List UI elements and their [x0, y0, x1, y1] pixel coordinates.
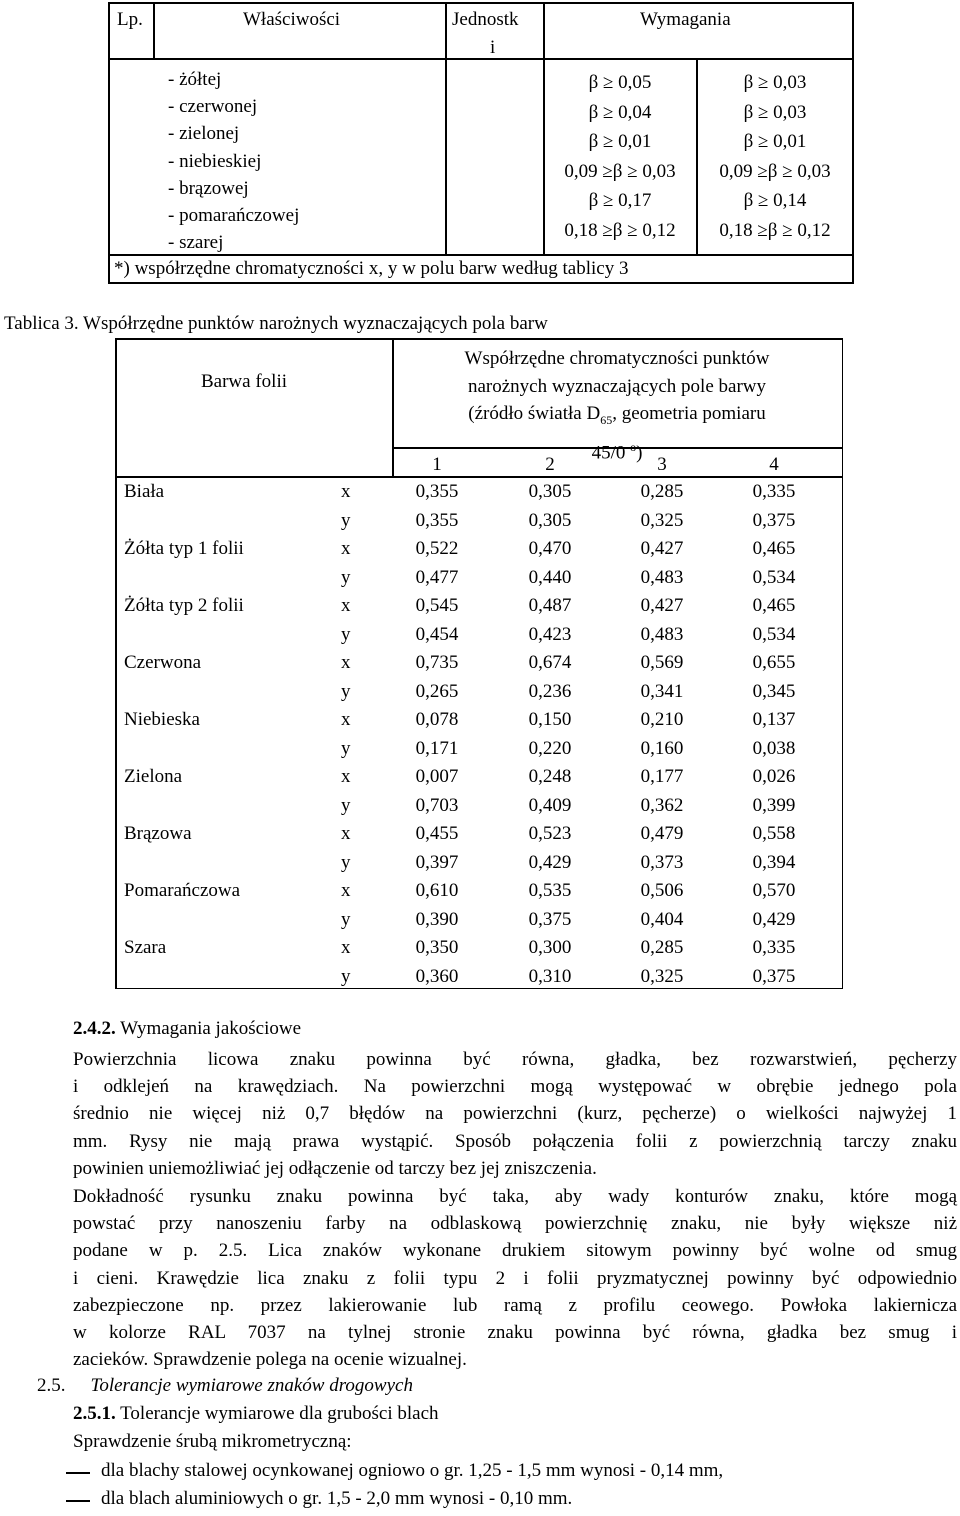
axis-label: x — [341, 538, 351, 559]
list-item: - zielonej — [168, 123, 240, 145]
table-cell: 0,160 — [640, 737, 684, 759]
table-cell: 0,477 — [415, 566, 459, 588]
table-cell: 0,545 — [415, 595, 459, 616]
list-item: - żółtej — [168, 69, 222, 90]
table-cell: 0,487 — [528, 595, 572, 616]
table-cell: 0,483 — [640, 566, 684, 588]
axis-label: y — [341, 566, 351, 588]
table-footnote: *) współrzędne chromatyczności x, y w polu barw według tablicy 3 — [114, 258, 629, 279]
table-border — [115, 338, 117, 989]
table-border — [108, 58, 854, 60]
table-cell: 0,397 — [415, 851, 459, 873]
table-cell: 0,483 — [640, 623, 684, 645]
axis-label: y — [341, 965, 351, 987]
requirements-col-1 — [544, 68, 696, 245]
text-line: podane w p. 2.5. Lica znaków wykonane drukiem sitowym powinny być wolne od smug — [73, 1240, 957, 1262]
table-cell: 0,150 — [528, 709, 572, 730]
table-border — [115, 476, 843, 478]
table-cell: 0,300 — [528, 937, 572, 958]
axis-label: x — [341, 823, 351, 844]
text-line: mm. Rysy nie mają prawa wystąpić. Sposób połączenia folii z powierzchnią tarczy znaku — [73, 1130, 957, 1152]
table-cell: 0,007 — [415, 766, 459, 787]
header-line: (źródło światła $D_{65}$, geometria pomiaru — [468, 403, 766, 427]
table-cell: 0,479 — [640, 823, 684, 844]
table-cell: 0,534 — [752, 623, 796, 645]
table-cell: 0,038 — [752, 737, 796, 759]
text-line: średnio nie więcej niż 0,7 błędów na powierzchni (kurz, pęcherze) o wielkości najwyżej 1 — [73, 1103, 957, 1125]
dash-bullet-icon — [66, 1500, 90, 1502]
requirement-value: 0,18 ≥β ≥ 0,12 — [564, 219, 676, 241]
table-border — [115, 988, 843, 990]
text-line: zacieków. Sprawdzenie polega na ocenie wizualnej. — [73, 1349, 467, 1371]
text-line: w kolorze RAL 7037 na tylnej stronie znaku powinna być równa, gładka bez smug i — [73, 1321, 957, 1343]
requirements-col-2 — [697, 68, 853, 245]
header-film-color: Barwa folii — [201, 371, 288, 392]
table-cell: 0,026 — [752, 766, 796, 787]
table-cell: 0,455 — [415, 823, 459, 844]
table-cell: 0,305 — [528, 509, 572, 531]
axis-label: y — [341, 737, 351, 759]
table-cell: 0,399 — [752, 794, 796, 816]
table-cell: 0,610 — [415, 880, 459, 901]
axis-label: x — [341, 937, 351, 958]
axis-label: x — [341, 766, 351, 787]
table-cell: 0,350 — [415, 937, 459, 958]
header-line: 45/0 $^o$) — [591, 440, 643, 464]
table-border — [108, 282, 854, 284]
table-cell: 0,310 — [528, 965, 572, 987]
requirement-value: β ≥ 0,05 — [588, 72, 652, 93]
table-cell: 0,360 — [415, 965, 459, 987]
table-cell: 0,429 — [528, 851, 572, 873]
section-title: Wymagania jakościowe — [115, 1018, 302, 1039]
text-line: powinien uniemożliwiać jej odłączenie od tarczy bez jej zniszczenia. — [73, 1157, 597, 1179]
axis-label: y — [341, 851, 351, 873]
table-cell: 0,570 — [752, 880, 796, 901]
paragraph-accuracy — [73, 1183, 957, 1373]
list-item: - pomarańczowej — [168, 205, 300, 227]
section-heading-2-4-2 — [73, 1019, 301, 1038]
axis-label: x — [341, 652, 351, 673]
list-item: - czerwonej — [168, 96, 258, 118]
requirement-value: 0,09 ≥β ≥ 0,03 — [564, 160, 676, 182]
table-caption: Tablica 3. Współrzędne punktów narożnych wyznaczających pola barw — [4, 313, 548, 334]
point-header: 2 — [545, 454, 555, 475]
table-cell: 0,285 — [640, 937, 684, 958]
table-cell: 0,735 — [415, 652, 459, 673]
table-cell: 0,236 — [528, 680, 572, 702]
text-line: zabezpieczone np. przez lakierowanie lub ramą z profilu ceowego. Powłoka lakiernicza — [73, 1294, 957, 1316]
chromaticity-table — [115, 338, 843, 989]
requirement-value: β ≥ 0,01 — [588, 131, 652, 152]
requirement-value: β ≥ 0,01 — [743, 131, 807, 152]
axis-label: y — [341, 680, 351, 702]
table-cell: 0,355 — [415, 481, 459, 502]
table-cell: 0,177 — [640, 766, 684, 787]
color-name: Pomarańczowa — [124, 880, 241, 901]
table-cell: 0,285 — [640, 481, 684, 502]
table-cell: 0,394 — [752, 851, 796, 873]
table-border — [115, 338, 843, 340]
table-border — [108, 2, 854, 4]
table-cell: 0,522 — [415, 538, 459, 559]
requirement-value: β ≥ 0,14 — [743, 190, 807, 211]
requirement-value: β ≥ 0,03 — [743, 101, 807, 123]
table-cell: 0,703 — [415, 794, 459, 816]
table-cell: 0,265 — [415, 680, 459, 702]
table-cell: 0,305 — [528, 481, 572, 502]
table-cell: 0,325 — [640, 965, 684, 987]
point-header: 3 — [657, 454, 667, 475]
header-properties: Właściwości — [243, 9, 341, 30]
header-line: Współrzędne chromatyczności punktów — [464, 348, 770, 369]
text-line: i odklejeń na krawędziach. Na powierzchni mogą występować w obrębie jednego pola — [73, 1076, 957, 1098]
table-cell: 0,362 — [640, 794, 684, 816]
table-cell: 0,355 — [415, 509, 459, 531]
table-cell: 0,569 — [640, 652, 684, 673]
requirement-value: β ≥ 0,04 — [588, 101, 652, 123]
list-item: - niebieskiej — [168, 150, 262, 172]
table-cell: 0,409 — [528, 794, 572, 816]
section-heading-2-5 — [37, 1376, 413, 1395]
table-cell: 0,535 — [528, 880, 572, 901]
list-item-text: dla blachy stalowej ocynkowanej ogniowo o gr. 1,25 - 1,5 mm wynosi - 0,14 mm, — [101, 1460, 724, 1481]
table-cell: 0,454 — [415, 623, 459, 645]
section-heading-2-5-1 — [73, 1404, 439, 1423]
axis-label: x — [341, 481, 351, 502]
table-cell: 0,375 — [752, 965, 796, 987]
text-line: powstać przy nanoszeniu farby na odblaskową powierzchnię znaku, nie były większe niż — [73, 1213, 957, 1235]
table-cell: 0,171 — [415, 737, 459, 759]
table-cell: 0,506 — [640, 880, 684, 901]
list-item-text: dla blach aluminiowych o gr. 1,5 - 2,0 mm wynosi - 0,10 mm. — [101, 1488, 573, 1509]
axis-label: x — [341, 709, 351, 730]
table-cell: 0,375 — [752, 509, 796, 531]
point-header: 4 — [769, 454, 779, 475]
table-cell: 0,423 — [528, 623, 572, 645]
table-cell: 0,465 — [752, 538, 796, 559]
table-cell: 0,470 — [528, 538, 572, 559]
color-list — [168, 66, 299, 256]
requirement-value: β ≥ 0,17 — [588, 190, 652, 211]
color-name: Żółta typ 2 folii — [124, 595, 244, 616]
text-line: Powierzchnia licowa znaku powinna być równa, gładka, bez rozwarstwień, pęcherzy — [73, 1049, 957, 1070]
table-cell: 0,345 — [752, 680, 796, 702]
table-cell: 0,404 — [640, 908, 684, 930]
table-cell: 0,558 — [752, 823, 796, 844]
table-cell: 0,534 — [752, 566, 796, 588]
header-coordinates — [392, 345, 842, 467]
color-name: Żółta typ 1 folii — [124, 538, 244, 559]
table-cell: 0,335 — [752, 937, 796, 958]
color-name: Biała — [124, 481, 165, 502]
color-name: Zielona — [124, 766, 183, 787]
table-cell: 0,248 — [528, 766, 572, 787]
point-header: 1 — [432, 454, 442, 475]
table-cell: 0,674 — [528, 652, 572, 673]
table-cell: 0,523 — [528, 823, 572, 844]
table-cell: 0,440 — [528, 566, 572, 588]
requirement-value: 0,18 ≥β ≥ 0,12 — [719, 219, 831, 241]
header-requirements: Wymagania — [640, 9, 731, 30]
section-number: 2.4.2. — [73, 1018, 116, 1039]
table-cell: 0,373 — [640, 851, 684, 873]
color-name: Szara — [124, 937, 167, 958]
header-lp: Lp. — [117, 9, 143, 30]
table-cell: 0,078 — [415, 709, 459, 730]
axis-label: y — [341, 908, 351, 930]
color-name: Czerwona — [124, 652, 202, 673]
axis-label: y — [341, 794, 351, 816]
header-line: narożnych wyznaczających pole barwy — [467, 375, 767, 397]
table-cell: 0,429 — [752, 908, 796, 930]
table-cell: 0,220 — [528, 737, 572, 759]
section-number: 2.5.1. — [73, 1403, 116, 1424]
table-cell: 0,375 — [528, 908, 572, 930]
table-cell: 0,325 — [640, 509, 684, 531]
table-cell: 0,335 — [752, 481, 796, 502]
color-name: Niebieska — [124, 709, 200, 730]
requirements-table — [108, 2, 854, 284]
table-border — [108, 2, 110, 284]
paragraph-surface — [73, 1046, 957, 1182]
header-units: Jednostk — [452, 9, 519, 30]
header-units-wrap: i — [490, 37, 496, 58]
section-number: 2.5. — [37, 1375, 66, 1396]
axis-label: x — [341, 880, 351, 901]
table-border — [445, 2, 447, 254]
intro-text: Sprawdzenie śrubą mikrometryczną: — [73, 1431, 352, 1452]
requirement-value: 0,09 ≥β ≥ 0,03 — [719, 160, 831, 182]
text-line: Dokładność rysunku znaku powinna być taka, aby wady konturów znaku, które mogą — [73, 1186, 957, 1207]
axis-label: y — [341, 623, 351, 645]
requirement-value: β ≥ 0,03 — [743, 72, 807, 93]
list-item: - szarej — [168, 232, 224, 254]
table-cell: 0,465 — [752, 595, 796, 616]
text-line: i cieni. Krawędzie lica znaku z folii typu 2 i folii pryzmatycznej powinny być odpowiednio — [73, 1267, 957, 1289]
table-cell: 0,341 — [640, 680, 684, 702]
table-cell: 0,390 — [415, 908, 459, 930]
list-item: - brązowej — [168, 177, 249, 199]
section-title: Tolerancje wymiarowe dla grubości blach — [115, 1403, 439, 1424]
table-cell: 0,655 — [752, 652, 796, 673]
axis-label: x — [341, 595, 351, 616]
table-border — [153, 2, 155, 58]
dash-bullet-icon — [66, 1472, 90, 1474]
axis-label: y — [341, 509, 351, 531]
section-title: Tolerancje wymiarowe znaków drogowych — [90, 1375, 413, 1396]
color-name: Brązowa — [124, 823, 192, 844]
table-cell: 0,427 — [640, 538, 684, 559]
table-cell: 0,427 — [640, 595, 684, 616]
table-cell: 0,137 — [752, 709, 796, 730]
table-cell: 0,210 — [640, 709, 684, 730]
